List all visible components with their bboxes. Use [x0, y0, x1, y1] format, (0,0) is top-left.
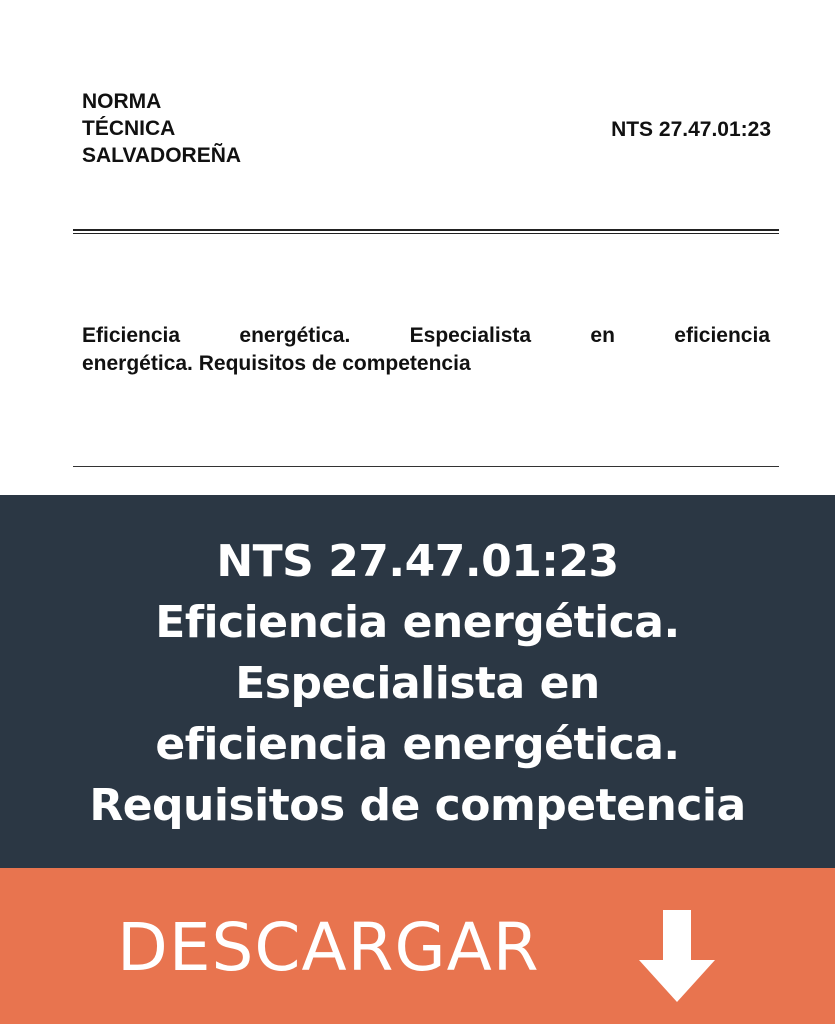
norma-line: SALVADOREÑA	[82, 144, 242, 167]
norma-line: TÉCNICA	[82, 117, 176, 140]
banner-title-line: Eficiencia energética.	[155, 597, 680, 648]
document-code: NTS 27.47.01:23	[611, 118, 771, 141]
download-label: DESCARGAR	[117, 909, 540, 986]
title-banner	[0, 495, 835, 868]
norma-line: NORMA	[82, 90, 162, 113]
document-subject	[82, 322, 770, 378]
subject-line: Eficiencia energética. Especialista en eficiencia	[82, 324, 770, 347]
banner-title-line: eficiencia energética.	[155, 719, 680, 770]
single-divider	[73, 466, 779, 467]
double-divider	[73, 229, 779, 234]
arrow-down-icon	[639, 910, 715, 1002]
banner-title-line: Requisitos de competencia	[89, 780, 746, 831]
download-button[interactable]	[0, 868, 835, 1024]
subject-line: energética. Requisitos de competencia	[82, 352, 471, 375]
banner-title-line: NTS 27.47.01:23	[216, 536, 619, 587]
banner-title-line: Especialista en	[235, 658, 600, 709]
norma-heading	[82, 88, 241, 169]
document-cover	[0, 0, 835, 495]
